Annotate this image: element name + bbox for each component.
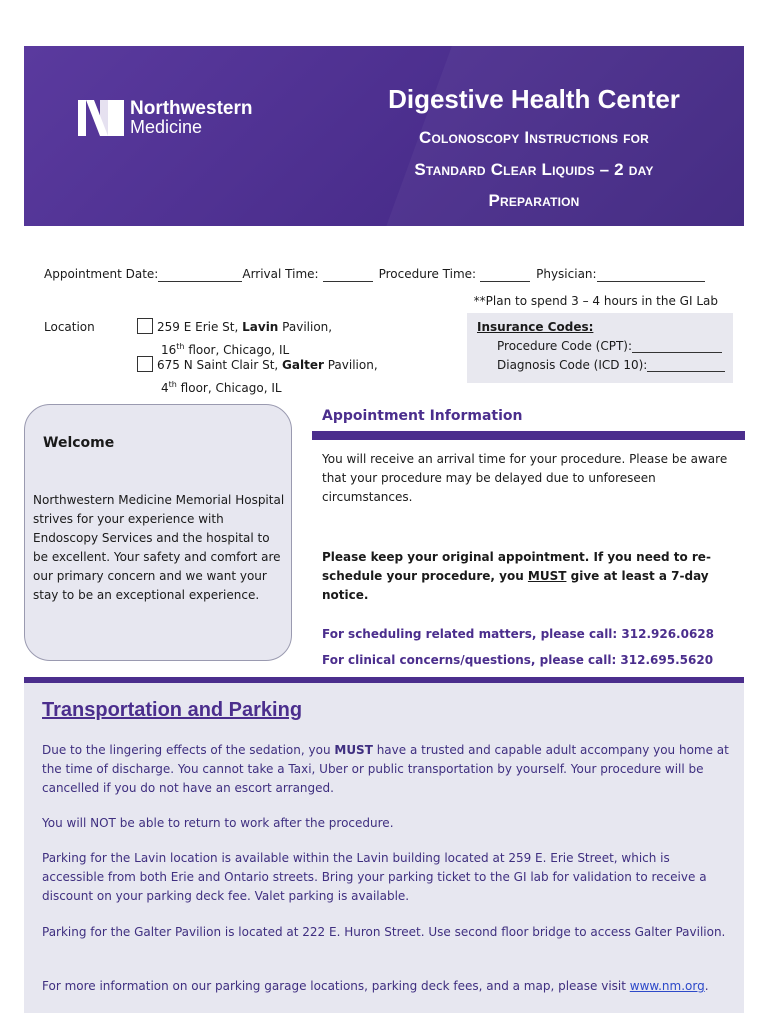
arrival-time-note: You will receive an arrival time for your procedure. Please be aware that your procedure may be delayed due to unforeseen circumstances. — [322, 452, 728, 504]
logo-text-medicine: Medicine — [130, 117, 203, 137]
galter-checkbox[interactable] — [137, 356, 153, 372]
galter-name: Galter — [282, 358, 324, 372]
location-option-lavin — [137, 318, 332, 360]
icd-label: Diagnosis Code (ICD 10): — [497, 358, 648, 372]
appointment-fields-row — [44, 267, 734, 282]
lavin-pavilion: Pavilion, — [278, 320, 333, 334]
lavin-floor-number: 16 — [161, 343, 177, 357]
reschedule-must: MUST — [527, 569, 567, 583]
clinical-phone[interactable]: For clinical concerns/questions, please call: 312.695.5620 — [322, 653, 714, 667]
logo-text-northwestern: Northwestern — [130, 98, 253, 119]
lavin-floor-suffix: th — [176, 342, 185, 351]
escort-must: MUST — [334, 743, 373, 757]
work-paragraph: You will NOT be able to return to work after the procedure. — [42, 816, 394, 830]
procedure-time-field[interactable] — [480, 267, 530, 282]
appointment-info-rule — [312, 431, 745, 440]
page-title: Digestive Health Center — [388, 84, 680, 114]
escort-text-a: Due to the lingering effects of the sedation, you — [42, 743, 335, 757]
location-label: Location — [44, 320, 95, 334]
appointment-info-title: Appointment Information — [322, 408, 523, 424]
procedure-time-label: Procedure Time: — [378, 267, 477, 281]
welcome-title: Welcome — [43, 435, 115, 451]
galter-pavilion: Pavilion, — [323, 358, 378, 372]
subtitle-line-1: Colonoscopy Instructions for — [418, 128, 650, 147]
more-info-paragraph — [42, 977, 732, 996]
subtitle-line-3: Preparation — [488, 191, 580, 210]
arrival-time-field[interactable] — [323, 267, 373, 282]
transportation-title: Transportation and Parking — [42, 699, 303, 721]
nm-website-link[interactable]: www.nm.org — [629, 979, 705, 993]
cpt-label: Procedure Code (CPT): — [497, 339, 632, 353]
welcome-body: Northwestern Medicine Memorial Hospital strives for your experience with Endoscopy Services and the hospital to be excellent. Your safety and comfort are our primary concern and we want your stay to be an exceptional experience. — [33, 493, 285, 602]
reschedule-text-a: Please keep your original appointment. If you need to re-schedule your procedure, you — [322, 550, 711, 583]
more-info-period: . — [704, 979, 709, 993]
subtitle-line-2: Standard Clear Liquids – 2 day — [414, 160, 654, 179]
welcome-panel — [24, 404, 292, 661]
scheduling-phone[interactable]: For scheduling related matters, please call: 312.926.0628 — [322, 627, 715, 641]
cpt-row — [497, 339, 722, 353]
lavin-parking-paragraph: Parking for the Lavin location is available within the Lavin building located at 259 E. Erie Street, which is accessible from both Erie and Ontario streets. Bring your parking ticket to the GI lab for validation to receive a discount on your parking deck fee. Valet parking is available. — [42, 851, 707, 903]
northwestern-medicine-logo — [78, 100, 252, 136]
location-option-galter — [137, 356, 378, 398]
galter-address: 675 N Saint Clair St, — [157, 358, 283, 372]
appointment-date-field[interactable] — [158, 267, 242, 282]
more-info-text: For more information on our parking garage locations, parking deck fees, and a map, please visit — [42, 979, 630, 993]
galter-parking-paragraph: Parking for the Galter Pavilion is located at 222 E. Huron Street. Use second floor bridge to access Galter Pavilion. — [42, 925, 726, 939]
lavin-floor-city: floor, Chicago, IL — [184, 343, 290, 357]
lavin-name: Lavin — [242, 320, 279, 334]
galter-floor-city: floor, Chicago, IL — [176, 381, 282, 395]
galter-floor-suffix: th — [168, 380, 177, 389]
physician-field[interactable] — [597, 267, 705, 282]
appointment-date-label: Appointment Date: — [44, 267, 159, 281]
insurance-codes-box — [467, 313, 733, 383]
reschedule-note — [322, 548, 747, 605]
lavin-address: 259 E Erie St, — [157, 320, 243, 334]
transportation-panel — [24, 677, 744, 1013]
escort-text-b: have a trusted and capable adult accompany you home at the time of discharge. You cannot take a Taxi, Uber or public transportation by yourself. Your procedure will be cancelled if you do not have an escort arranged. — [42, 743, 729, 795]
header-banner — [24, 46, 744, 226]
nm-logo-mark-icon — [78, 100, 124, 136]
icd-field[interactable] — [647, 358, 725, 372]
physician-label: Physician: — [536, 267, 597, 281]
lavin-checkbox[interactable] — [137, 318, 153, 334]
plan-note: **Plan to spend 3 – 4 hours in the GI Lab — [473, 294, 718, 308]
cpt-field[interactable] — [632, 339, 722, 353]
reschedule-text-b: give at least a 7-day notice. — [322, 569, 709, 602]
galter-floor-number: 4 — [161, 381, 169, 395]
arrival-time-label: Arrival Time: — [242, 267, 319, 281]
insurance-heading: Insurance Codes: — [477, 320, 594, 334]
icd-row — [497, 358, 725, 372]
escort-paragraph — [42, 741, 732, 798]
